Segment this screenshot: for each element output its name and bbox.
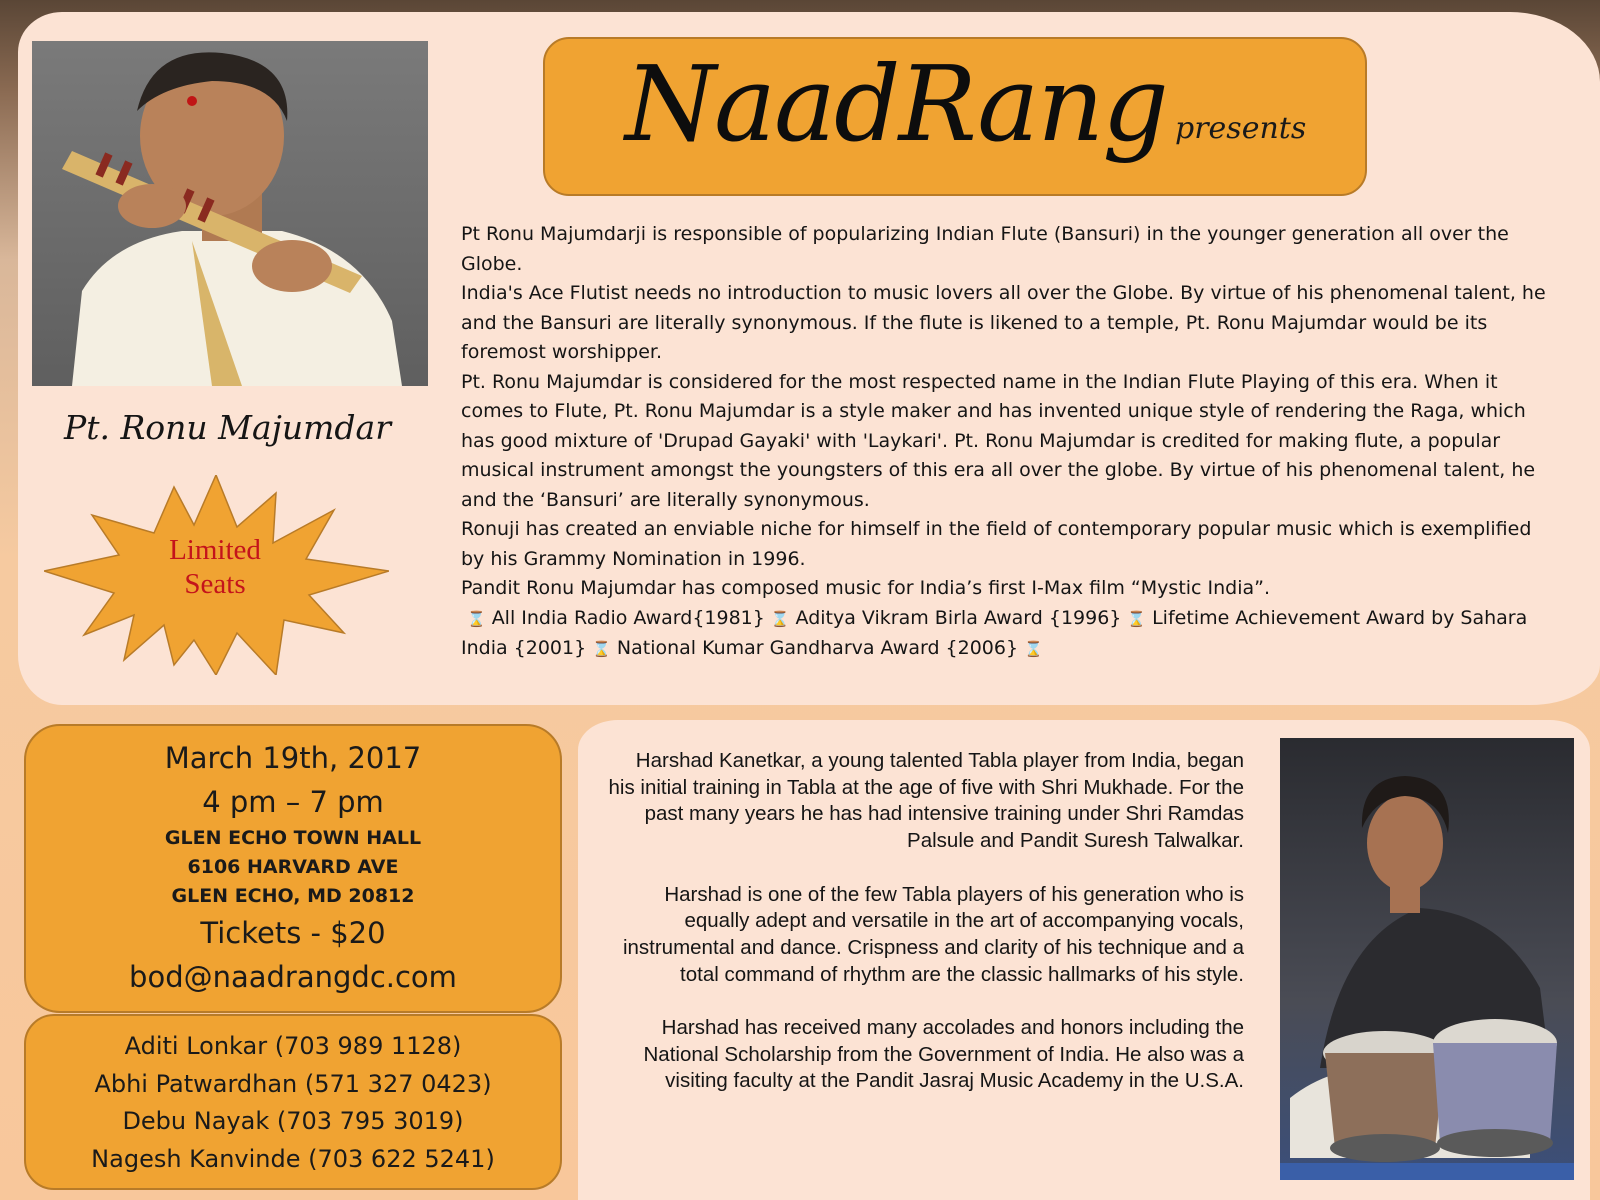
- awards-list: [461, 604, 1547, 665]
- award-item: Lifetime Achievement Award by Sahara India {2001}: [461, 606, 1528, 659]
- title-banner: [543, 37, 1367, 196]
- badge-line-2: Seats: [184, 568, 246, 600]
- event-venue: GLEN ECHO TOWN HALL: [164, 827, 422, 849]
- bio-paragraph: Ronuji has created an enviable niche for himself in the field of contemporary popular music which is exemplified by his Grammy Nomination in 1996.: [461, 518, 1532, 570]
- contacts-box: [24, 1014, 562, 1190]
- contact-email[interactable]: bod@naadrangdc.com: [129, 960, 457, 994]
- bio-paragraph: India's Ace Flutist needs no introduction to music lovers all over the Globe. By virtue of his phenomenal talent, he and the Bansuri are literally synonymous. If the flute is likened to a temple, Pt. Ronu Majumdar would be its foremost worshipper.: [461, 282, 1546, 363]
- bio-paragraph: Pt Ronu Majumdarji is responsible of popularizing Indian Flute (Bansuri) in the younger generation all over the Globe.: [461, 223, 1509, 275]
- hourglass-icon: ⌛: [467, 609, 486, 628]
- event-street: 6106 HARVARD AVE: [187, 856, 399, 878]
- award-item: National Kumar Gandharva Award {2006}: [616, 637, 1019, 659]
- contact-item: Debu Nayak (703 795 3019): [122, 1107, 464, 1135]
- event-date: March 19th, 2017: [164, 741, 422, 775]
- award-item: All India Radio Award{1981}: [491, 606, 765, 629]
- flutist-bio: [461, 220, 1547, 665]
- hourglass-icon: ⌛: [592, 640, 611, 658]
- contact-item: Abhi Patwardhan (571 327 0423): [94, 1069, 492, 1098]
- hourglass-icon: ⌛: [1127, 609, 1147, 628]
- ticket-price: Tickets - $20: [200, 916, 386, 950]
- artist-name: Pt. Ronu Majumdar: [64, 408, 391, 447]
- hourglass-icon: ⌛: [1024, 640, 1043, 658]
- bio-paragraph: Pandit Ronu Majumdar has composed music for India’s first I-Max film “Mystic India”.: [461, 577, 1271, 599]
- badge-line-1: Limited: [169, 534, 261, 566]
- limited-seats-badge: [130, 533, 300, 601]
- flute-player-photo: [32, 41, 428, 386]
- event-time: 4 pm – 7 pm: [202, 785, 384, 819]
- event-city: GLEN ECHO, MD 20812: [171, 885, 415, 907]
- tabla-bio-paragraph: Harshad Kanetkar, a young talented Tabla player from India, began his initial training in Tabla at the age of five with Shri Mukhade. For the past many years he has had intensive training under Shri Ramdas Palsule and Pandit Suresh Talwalkar.: [608, 749, 1244, 853]
- bio-paragraph: Pt. Ronu Majumdar is considered for the most respected name in the Indian Flute Playing of this era. When it comes to Flute, Pt. Ronu Majumdar is a style maker and has invented unique style of rendering the Raga, which has good mixture of 'Drupad Gayaki' with 'Laykari'. Pt. Ronu Majumdar is credited for making flute, a popular musical instrument amongst the youngsters of this era all over the globe. By virtue of his phenomenal talent, he and the ‘Bansuri’ are literally synonymous.: [461, 370, 1536, 511]
- contact-item: Nagesh Kanvinde (703 622 5241): [91, 1144, 495, 1173]
- hourglass-icon: ⌛: [770, 609, 790, 628]
- org-title: NaadRang: [625, 43, 1167, 165]
- tabla-bio-paragraph: Harshad is one of the few Tabla players of his generation who is equally adept and versatile in the art of accompanying vocals, instrumental and dance. Crispness and clarity of his technique and a total command of rhythm are the classic hallmarks of his style.: [622, 882, 1244, 986]
- tabla-bio-paragraph: Harshad has received many accolades and honors including the National Scholarship from the Government of India. He also was a visiting faculty at the Pandit Jasraj Music Academy in the U.S.A.: [643, 1016, 1244, 1093]
- event-info-box: [24, 724, 562, 1013]
- award-item: Aditya Vikram Birla Award {1996}: [795, 606, 1122, 629]
- tabla-player-photo: [1280, 738, 1574, 1180]
- flute-player-illustration: [32, 41, 428, 386]
- tabla-player-bio: [604, 748, 1244, 1122]
- tabla-player-illustration: [1280, 738, 1574, 1180]
- org-subtitle: presents: [1175, 111, 1307, 146]
- contact-item: Aditi Lonkar (703 989 1128): [124, 1032, 462, 1060]
